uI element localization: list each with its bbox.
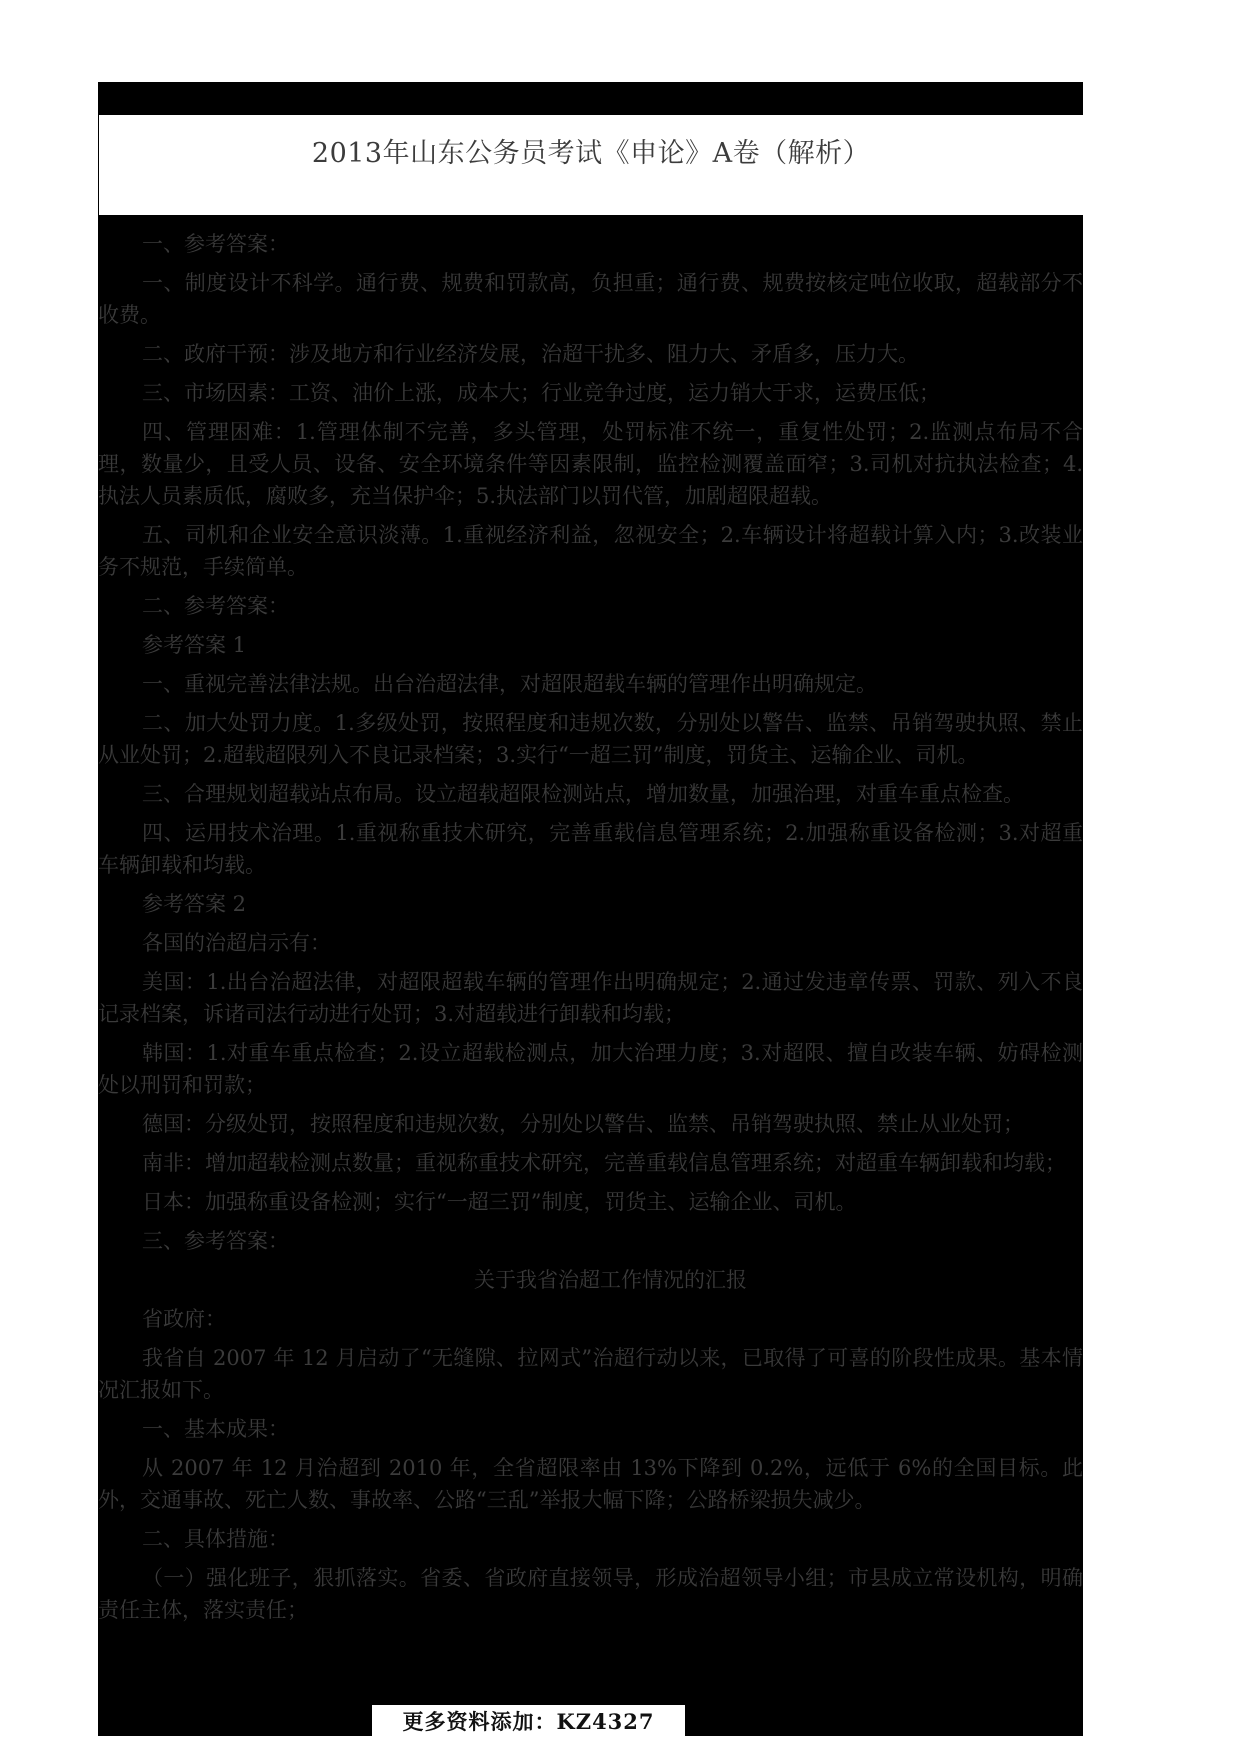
document-page — [98, 82, 1083, 1736]
paragraph: 一、制度设计不科学。通行费、规费和罚款高，负担重；通行费、规费按核定吨位收取，超载部分不收费。 — [98, 271, 1083, 327]
section-heading: 二、具体措施： — [142, 1527, 289, 1551]
paragraph: 日本：加强称重设备检测；实行“一超三罚”制度，罚货主、运输企业、司机。 — [142, 1190, 857, 1214]
paragraph: 三、市场因素：工资、油价上涨，成本大；行业竞争过度，运力销大于求，运费压低； — [142, 381, 940, 405]
salutation: 省政府： — [142, 1307, 226, 1331]
section-heading: 一、参考答案： — [142, 232, 289, 256]
footer-watermark-label: 更多资料添加：KZ4327 — [372, 1705, 685, 1736]
paragraph: 二、加大处罚力度。1.多级处罚，按照程度和违规次数，分别处以警告、监禁、吊销驾驶执照、禁止从业处罚；2.超载超限列入不良记录档案；3.实行“一超三罚”制度，罚货主、运输企业、司机。 — [98, 711, 1083, 767]
sub-heading: 参考答案 2 — [142, 892, 247, 916]
paragraph: 四、管理困难：1.管理体制不完善，多头管理，处罚标准不统一，重复性处罚；2.监测点布局不合理，数量少，且受人员、设备、安全环境条件等因素限制，监控检测覆盖面窄；3.司机对抗执法检查；4.执法人员素质低，腐败多，充当保护伞；5.执法部门以罚代管，加剧超限超载。 — [98, 420, 1083, 508]
paragraph: 从 2007 年 12 月治超到 2010 年，全省超限率由 13%下降到 0.2%，远低于 6%的全国目标。此外，交通事故、死亡人数、事故率、公路“三乱”举报大幅下降；公路桥梁损失减少。 — [98, 1456, 1083, 1512]
section-heading: 一、基本成果： — [142, 1417, 289, 1441]
sub-heading: 参考答案 1 — [142, 633, 247, 657]
paragraph: （一）强化班子，狠抓落实。省委、省政府直接领导，形成治超领导小组；市县成立常设机构，明确责任主体，落实责任； — [98, 1566, 1083, 1622]
paragraph: 三、合理规划超载站点布局。设立超载超限检测站点，增加数量，加强治理，对重车重点检查。 — [142, 782, 1024, 806]
paragraph: 德国：分级处罚，按照程度和违规次数，分别处以警告、监禁、吊销驾驶执照、禁止从业处罚； — [142, 1112, 1024, 1136]
paragraph: 韩国：1.对重车重点检查；2.设立超载检测点，加大治理力度；3.对超限、擅自改装车辆、妨碍检测处以刑罚和罚款； — [98, 1041, 1083, 1097]
report-title: 关于我省治超工作情况的汇报 — [474, 1268, 747, 1292]
title-band — [99, 115, 1083, 215]
paragraph: 四、运用技术治理。1.重视称重技术研究，完善重载信息管理系统；2.加强称重设备检测；3.对超重车辆卸载和均载。 — [98, 821, 1083, 877]
paragraph: 我省自 2007 年 12 月启动了“无缝隙、拉网式”治超行动以来，已取得了可喜的阶段性成果。基本情况汇报如下。 — [98, 1346, 1083, 1402]
section-heading: 二、参考答案： — [142, 594, 289, 618]
paragraph: 二、政府干预：涉及地方和行业经济发展，治超干扰多、阻力大、矛盾多，压力大。 — [142, 342, 919, 366]
document-title: 2013年山东公务员考试《申论》A卷（解析） — [311, 138, 871, 169]
document-body — [98, 228, 1083, 1633]
paragraph: 一、重视完善法律法规。出台治超法律，对超限超载车辆的管理作出明确规定。 — [142, 672, 877, 696]
paragraph: 各国的治超启示有： — [142, 931, 331, 955]
paragraph: 五、司机和企业安全意识淡薄。1.重视经济利益，忽视安全；2.车辆设计将超载计算入内；3.改装业务不规范，手续简单。 — [98, 523, 1083, 579]
section-heading: 三、参考答案： — [142, 1229, 289, 1253]
paragraph: 南非：增加超载检测点数量；重视称重技术研究，完善重载信息管理系统；对超重车辆卸载和均载； — [142, 1151, 1066, 1175]
paragraph: 美国：1.出台治超法律，对超限超载车辆的管理作出明确规定；2.通过发违章传票、罚款、列入不良记录档案，诉诸司法行动进行处罚；3.对超载进行卸载和均载； — [98, 970, 1083, 1026]
